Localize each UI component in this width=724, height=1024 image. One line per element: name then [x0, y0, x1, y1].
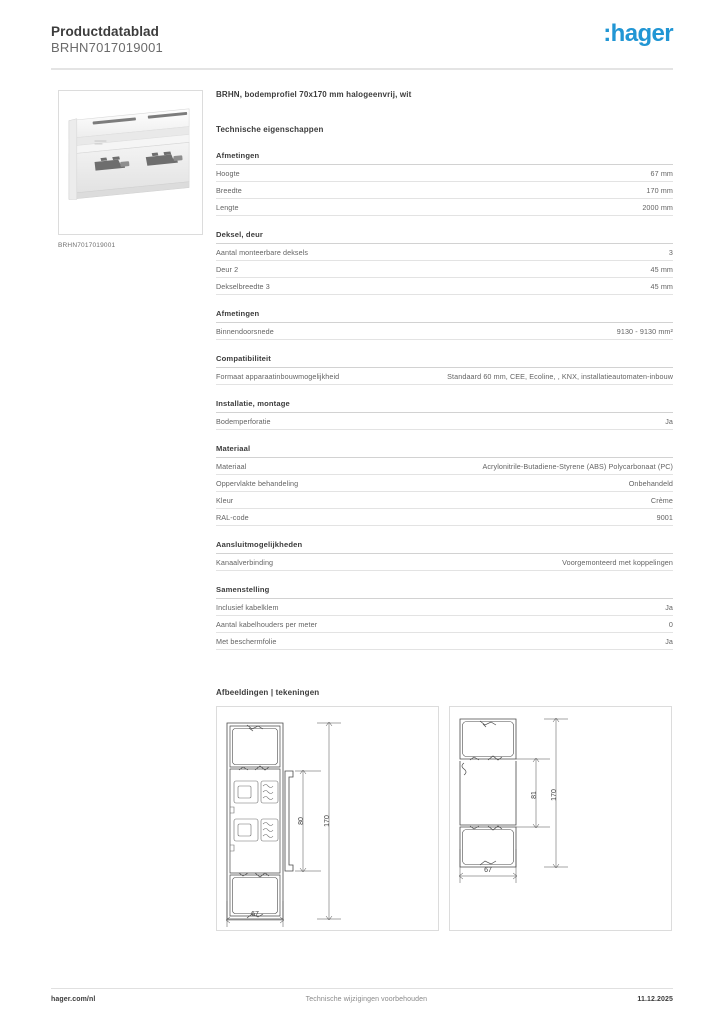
spec-row: [216, 182, 673, 199]
dim-inner-label-1: 80: [298, 817, 305, 825]
spec-row: [216, 199, 673, 216]
drawings-row: [216, 706, 673, 931]
hager-logo: [603, 22, 673, 46]
footer-date: 11.12.2025: [637, 996, 673, 1003]
profile-cross-section-empty: [450, 707, 672, 931]
technical-drawing-1: [216, 706, 439, 931]
spec-label: Lengte: [216, 202, 239, 212]
spec-row: [216, 458, 673, 475]
dim-inner-label-2: 81: [531, 791, 538, 799]
spec-group-spacer: [216, 650, 673, 664]
spec-row: [216, 368, 673, 385]
spec-value: 2000 mm: [642, 202, 673, 212]
spec-row: [216, 554, 673, 571]
spec-value: Voorgemonteerd met koppelingen: [562, 557, 673, 567]
header-titles: [51, 24, 163, 56]
datasheet-content: [216, 90, 673, 931]
spec-group-spacer: [216, 571, 673, 585]
spec-group-title: Afmetingen: [216, 309, 673, 323]
spec-row: [216, 323, 673, 340]
spec-value: Crème: [650, 495, 673, 505]
dim-width-label-2: 67: [484, 867, 492, 874]
spec-row: [216, 244, 673, 261]
spec-group: [216, 309, 673, 340]
spec-group-spacer: [216, 526, 673, 540]
logo-colon-icon: :: [603, 20, 611, 47]
dim-outer-label-2: 170: [551, 789, 558, 801]
spec-row: [216, 599, 673, 616]
spec-value: Ja: [665, 636, 673, 646]
spec-label: Aantal kabelhouders per meter: [216, 619, 318, 629]
spec-value: 9130 - 9130 mm²: [616, 326, 673, 336]
spec-value: Acrylonitrile-Butadiene-Styrene (ABS) Polycarbonaat (PC): [482, 461, 673, 471]
spec-group-spacer: [216, 216, 673, 230]
spec-row: [216, 278, 673, 295]
spec-row: [216, 261, 673, 278]
page-title: Productdatablad: [51, 24, 160, 39]
dim-width-label-1: 67: [251, 911, 259, 918]
spec-row: [216, 413, 673, 430]
spec-group-spacer: [216, 385, 673, 399]
spec-value: 0: [668, 619, 673, 629]
spec-group: [216, 399, 673, 430]
spec-label: Binnendoorsnede: [216, 326, 274, 336]
spec-group-title: Aansluitmogelijkheden: [216, 540, 673, 554]
spec-group: [216, 585, 673, 650]
spec-group-title: Installatie, montage: [216, 399, 673, 413]
spec-row: [216, 616, 673, 633]
spec-label: Breedte: [216, 185, 242, 195]
spec-label: Kleur: [216, 495, 234, 505]
spec-group-spacer: [216, 295, 673, 309]
spec-group-title: Materiaal: [216, 444, 673, 458]
logo-text: hager: [610, 20, 673, 47]
spec-value: Ja: [665, 416, 673, 426]
product-reference: BRHN7017019001: [51, 40, 163, 55]
spec-label: Aantal monteerbare deksels: [216, 247, 309, 257]
product-photo: [65, 97, 196, 228]
profile-cross-section-equipped: [217, 707, 439, 931]
spec-groups: [216, 151, 673, 664]
spec-label: Met beschermfolie: [216, 636, 277, 646]
product-name: BRHN, bodemprofiel 70x170 mm halogeenvrij, wit: [216, 90, 412, 99]
spec-value: 45 mm: [650, 264, 673, 274]
spec-label: Bodemperforatie: [216, 416, 271, 426]
spec-value: 170 mm: [646, 185, 673, 195]
product-image-frame: [58, 90, 203, 235]
spec-row: [216, 633, 673, 650]
spec-row: [216, 475, 673, 492]
spec-value: 9001: [656, 512, 673, 522]
spec-value: Ja: [665, 602, 673, 612]
footer-website[interactable]: hager.com/nl: [51, 996, 96, 1003]
spec-row: [216, 492, 673, 509]
technical-properties-heading: Technische eigenschappen: [216, 125, 324, 134]
spec-value: Onbehandeld: [628, 478, 673, 488]
spec-value: Standaard 60 mm, CEE, Ecoline, , KNX, installatieautomaten-inbouw: [447, 371, 673, 381]
spec-label: Oppervlakte behandeling: [216, 478, 299, 488]
drawings-heading: Afbeeldingen | tekeningen: [216, 688, 320, 697]
spec-label: Hoogte: [216, 168, 240, 178]
spec-label: RAL-code: [216, 512, 249, 522]
spec-group-spacer: [216, 340, 673, 354]
spec-row: [216, 509, 673, 526]
spec-row: [216, 165, 673, 182]
spec-label: Dekselbreedte 3: [216, 281, 270, 291]
spec-label: Inclusief kabelklem: [216, 602, 279, 612]
spec-group-title: Deksel, deur: [216, 230, 673, 244]
product-image-caption: BRHN7017019001: [58, 242, 116, 249]
page-footer: [51, 996, 673, 1003]
spec-label: Formaat apparaatinbouwmogelijkheid: [216, 371, 340, 381]
spec-label: Deur 2: [216, 264, 239, 274]
spec-group: [216, 151, 673, 216]
spec-label: Materiaal: [216, 461, 247, 471]
spec-group: [216, 354, 673, 385]
footer-notice: Technische wijzigingen voorbehouden: [305, 996, 428, 1003]
spec-group-title: Afmetingen: [216, 151, 673, 165]
dim-outer-label-1: 170: [324, 815, 331, 827]
product-image-block: [58, 90, 203, 249]
footer-divider: [51, 988, 673, 989]
spec-group: [216, 230, 673, 295]
page-header: [51, 20, 673, 64]
spec-value: 67 mm: [650, 168, 673, 178]
spec-group: [216, 444, 673, 526]
spec-group-title: Samenstelling: [216, 585, 673, 599]
spec-value: 3: [668, 247, 673, 257]
spec-group-spacer: [216, 430, 673, 444]
spec-group-title: Compatibiliteit: [216, 354, 673, 368]
header-divider: [51, 68, 673, 70]
spec-label: Kanaalverbinding: [216, 557, 274, 567]
spec-group: [216, 540, 673, 571]
technical-drawing-2: [449, 706, 672, 931]
spec-value: 45 mm: [650, 281, 673, 291]
